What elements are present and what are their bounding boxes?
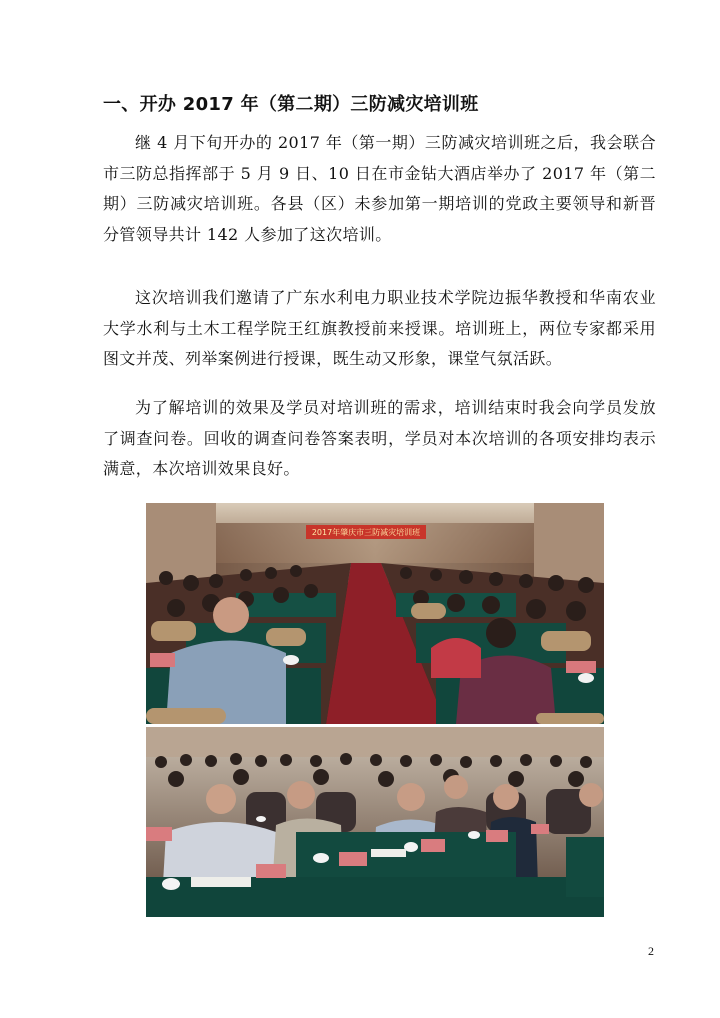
paragraph-1: 继 4 月下旬开办的 2017 年（第一期）三防减灾培训班之后，我会联合市三防总指挥部于 5 月 9 日、10 日在市金钻大酒店举办了 2017 年（第二期）三防减灾培训班。各县（区）未参加第一期培训的党政主要领导和新晋分管领导共计 142 人参加了这次培训。	[103, 133, 656, 244]
paragraph-2: 这次培训我们邀请了广东水利电力职业技术学院边振华教授和华南农业大学水利与土木工程学院王红旗教授前来授课。培训班上，两位专家都采用图文并茂、列举案例进行授课，既生动又形象，课堂气氛活跃。	[103, 288, 656, 368]
page-number: 2	[648, 944, 654, 958]
paragraph-3: 为了解培训的效果及学员对培训班的需求，培训结束时我会向学员发放了调查问卷。回收的调查问卷答案表明，学员对本次培训的各项安排均表示满意，本次培训效果良好。	[103, 398, 656, 478]
section-heading: 一、开办 2017 年（第二期）三防减灾培训班	[103, 94, 479, 115]
stage-banner: 2017年肇庆市三防减灾培训班	[311, 528, 421, 537]
training-hall-photo	[146, 503, 604, 724]
attendees-photo	[146, 727, 604, 917]
